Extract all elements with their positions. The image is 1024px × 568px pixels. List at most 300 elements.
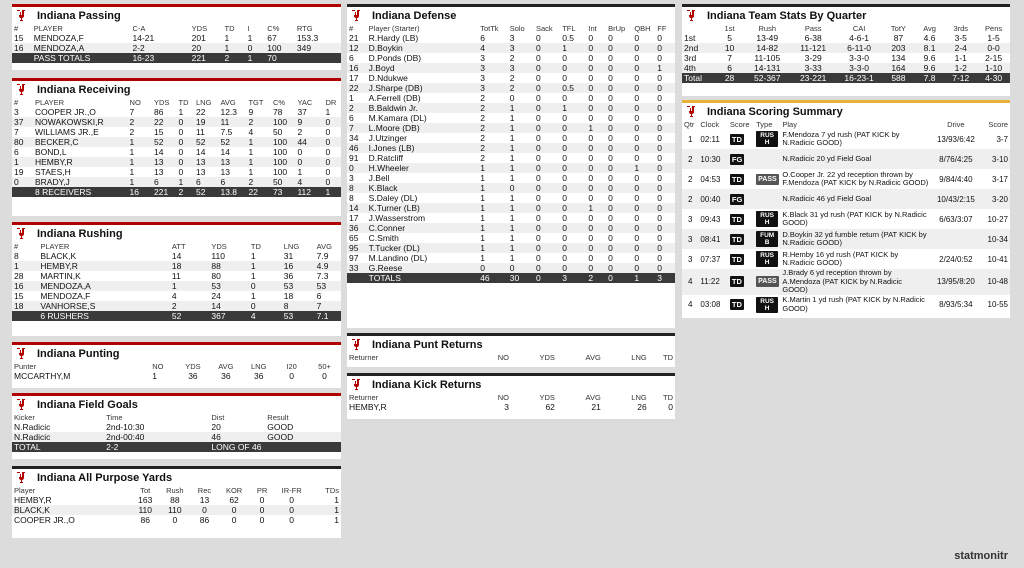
table-cell: 1	[129, 147, 135, 157]
table-cell: 0	[655, 263, 675, 273]
play-type-badge: RUS H	[756, 297, 778, 313]
table-cell: 0	[634, 73, 640, 83]
table-cell: 110	[211, 251, 225, 261]
table-cell: 11-105	[754, 53, 781, 63]
drive-cell: 9/84/4:40	[939, 174, 973, 184]
table-cell: 1	[224, 33, 230, 43]
table-cell: 0	[259, 515, 265, 525]
table-cell: 1-2	[944, 63, 977, 73]
table-cell: 6	[218, 177, 246, 187]
table-cell: 201	[191, 33, 206, 43]
table-cell: 28	[14, 271, 24, 281]
clock-cell: 00:40	[698, 189, 728, 209]
table-cell: 0	[586, 163, 606, 173]
table-row	[12, 422, 341, 432]
table-cell: 1-5	[987, 33, 1000, 43]
table-cell: 88	[209, 261, 248, 271]
table-cell: D.Boykin	[367, 43, 479, 53]
header-row	[12, 98, 341, 107]
table-cell: 2	[480, 133, 485, 143]
column-header: LNG	[195, 98, 212, 107]
table-cell: D.Ratcliff	[368, 153, 403, 163]
table-cell: 0	[632, 123, 655, 133]
table-cell: 0	[275, 505, 308, 515]
column-header: C%	[272, 98, 286, 107]
table-cell: 0	[655, 83, 675, 93]
column-header: Returner	[349, 393, 379, 402]
play-type-badge: RUS H	[756, 131, 778, 147]
table-row	[347, 183, 675, 193]
table-cell	[347, 273, 367, 283]
table-cell: 18	[12, 301, 38, 311]
table-cell: 0	[295, 157, 323, 167]
column-header: YAC	[297, 98, 313, 107]
table-cell: 4	[248, 127, 254, 137]
table-cell: 100	[271, 157, 295, 167]
table-cell: 4	[171, 291, 177, 301]
table-cell: 13	[220, 167, 230, 177]
table-cell: 0	[12, 177, 33, 187]
table-cell: 2	[223, 53, 246, 63]
table-cell: 17	[349, 213, 359, 223]
column-header: TD	[224, 24, 235, 33]
table-cell: 3	[508, 63, 534, 73]
running-score-cell: 3-20	[980, 189, 1010, 209]
table-cell: 0	[606, 273, 632, 283]
column-header: Int	[588, 24, 597, 33]
watermark-logo: statmonitr	[954, 550, 1008, 562]
table-cell: 2	[478, 103, 508, 113]
table-cell: 0	[246, 43, 266, 53]
table-row	[347, 103, 675, 113]
table-cell: 100	[272, 147, 288, 157]
table-cell: 221	[190, 53, 223, 63]
table-cell: 73	[271, 187, 295, 197]
table-cell: 0	[606, 43, 632, 53]
table-cell: 0	[560, 203, 586, 213]
table-cell: 1	[586, 203, 606, 213]
score-badge: TD	[731, 277, 742, 287]
column-header: C%	[267, 24, 280, 33]
table-cell: 9.6	[923, 53, 936, 63]
table-row	[347, 33, 675, 43]
panel-header	[12, 7, 341, 24]
score-badge: TD	[731, 234, 742, 244]
table-cell: 88	[170, 495, 180, 505]
table-cell: MCCARTHY,M	[14, 371, 71, 381]
table-cell: N.Radicic	[12, 432, 104, 442]
table-row	[12, 251, 341, 261]
table-cell: 1	[246, 137, 270, 147]
table-cell: COOPER JR.,O	[14, 515, 75, 525]
table-cell: 0	[172, 515, 178, 525]
running-score-cell: 10-27	[987, 214, 1008, 224]
table-cell: 22	[195, 107, 206, 117]
clock-cell: 10:30	[698, 149, 728, 169]
table-row	[347, 123, 675, 133]
clock-cell: 09:43	[700, 214, 721, 224]
table-cell: 0	[632, 63, 655, 73]
table-cell: 1	[478, 243, 508, 253]
indiana-logo-icon	[16, 227, 28, 240]
table-cell: 0.5	[562, 33, 575, 43]
table-cell: 0	[588, 193, 594, 203]
table-cell: 37	[12, 117, 33, 127]
panel-title: Indiana All Purpose Yards	[37, 471, 173, 484]
table-cell: 0	[634, 193, 640, 203]
table-cell: 52	[170, 311, 209, 321]
table-cell: 4-6-1	[849, 33, 869, 43]
table-cell: 1	[560, 43, 586, 53]
panel-header	[347, 7, 675, 24]
column-header: Score	[988, 120, 1008, 129]
table-cell: J.Boyd	[367, 63, 479, 73]
table-cell: 0	[178, 127, 184, 137]
table-cell: 12	[347, 43, 367, 53]
table-cell: 1	[655, 63, 675, 73]
table-cell: 0	[634, 33, 640, 43]
table-cell: 0	[632, 143, 655, 153]
table-cell: 0	[606, 163, 632, 173]
table-cell: 62	[545, 402, 555, 412]
table-cell: 0	[586, 183, 606, 193]
play-description: K.Black 31 yd rush (PAT KICK by N.Radicic GOOD)	[782, 209, 927, 227]
table-cell: 163	[138, 495, 153, 505]
table-cell: 0	[606, 223, 632, 233]
column-header: PLAYER	[40, 242, 70, 251]
column-header: AVG	[218, 362, 234, 371]
clock-cell: 03:08	[700, 300, 721, 309]
table-cell: 0	[534, 43, 560, 53]
play-type-cell	[754, 249, 780, 269]
table-cell: 14-131	[744, 63, 790, 73]
table-cell: 0	[657, 213, 663, 223]
score-badge: FG	[731, 154, 743, 164]
table-cell: 0	[586, 243, 606, 253]
table-cell: 37	[297, 107, 307, 117]
table-cell: 17	[349, 73, 359, 83]
table-row	[12, 167, 341, 177]
table-row	[12, 33, 341, 43]
panel-header	[347, 376, 675, 393]
table-cell: 1	[509, 133, 515, 143]
defense-panel	[347, 4, 675, 328]
indiana-logo-icon	[16, 9, 28, 22]
table-cell: 7.9	[316, 251, 329, 261]
table-cell: 0	[588, 33, 594, 43]
table-cell: 0	[478, 263, 508, 273]
quarter-cell: 1	[687, 134, 693, 144]
table-cell: 0	[655, 103, 675, 113]
table-row	[347, 253, 675, 263]
table-cell: 0	[535, 173, 541, 183]
receiving-table	[12, 98, 341, 197]
table-cell: 3-33	[790, 63, 836, 73]
table-cell: 4-30	[977, 73, 1010, 83]
table-row	[347, 113, 675, 123]
table-cell: 1	[223, 43, 246, 53]
table-cell: 0	[509, 93, 515, 103]
score-type-cell	[728, 149, 754, 169]
table-row	[12, 432, 341, 442]
table-row	[347, 143, 675, 153]
table-cell: 80	[211, 271, 221, 281]
table-cell: 0	[535, 93, 541, 103]
table-cell: 0	[562, 133, 567, 143]
running-score-cell: 3-17	[991, 174, 1008, 184]
play-type-cell	[754, 295, 780, 315]
table-cell: 0	[289, 495, 294, 505]
totals-row	[12, 311, 341, 321]
column-header: IR-FR	[281, 486, 302, 495]
table-cell: 70	[265, 53, 295, 63]
table-cell: 13	[154, 167, 164, 177]
column-header: Avg	[923, 24, 936, 33]
table-cell: 13	[194, 157, 218, 167]
table-cell: 0	[177, 157, 194, 167]
table-cell: A.Ferrell (DB)	[368, 93, 421, 103]
table-cell: 0	[606, 63, 632, 73]
table-cell: 0	[634, 93, 640, 103]
table-row	[347, 63, 675, 73]
table-cell: 0	[586, 103, 606, 113]
scoring-row	[682, 295, 1010, 315]
table-cell: 19	[194, 117, 218, 127]
table-cell: BLACK,K	[40, 251, 77, 261]
header-row	[12, 362, 341, 371]
table-cell: L.Moore (DB)	[367, 123, 479, 133]
table-cell: 20	[190, 43, 223, 53]
quarter-cell: 3	[687, 254, 693, 264]
table-cell: 0	[323, 117, 341, 127]
table-cell: 8	[282, 301, 315, 311]
panel-header	[12, 345, 341, 362]
table-cell: 62	[229, 495, 239, 505]
table-row	[682, 43, 1010, 53]
table-cell: 0	[534, 123, 560, 133]
table-cell: 7	[347, 123, 367, 133]
table-cell: 4	[249, 311, 282, 321]
table-cell: 0	[562, 173, 567, 183]
column-header: Returner	[349, 353, 379, 362]
table-cell: 7	[727, 53, 732, 63]
table-cell: 1	[480, 193, 485, 203]
table-cell: PASS TOTALS	[32, 53, 131, 63]
table-cell: 18	[170, 261, 209, 271]
column-header: YDS	[211, 242, 227, 251]
panel-title: Indiana Punt Returns	[372, 338, 483, 351]
table-cell: 3	[14, 107, 19, 117]
table-cell: 1	[478, 223, 508, 233]
table-cell: 1	[478, 203, 508, 213]
table-cell: 0	[535, 193, 541, 203]
table-cell	[12, 53, 32, 63]
table-cell: 1	[632, 163, 655, 173]
column-header: TD	[663, 393, 673, 402]
header-row	[12, 24, 341, 33]
table-cell: 0	[562, 113, 567, 123]
table-cell: 0	[657, 93, 663, 103]
table-cell: 7.8	[915, 73, 945, 83]
table-cell: 1	[248, 167, 254, 177]
table-cell: I.Jones (LB)	[367, 143, 479, 153]
table-row	[347, 233, 675, 243]
table-cell: 14	[171, 251, 182, 261]
table-cell: 0	[657, 233, 663, 243]
table-row	[682, 53, 1010, 63]
table-row	[12, 281, 341, 291]
table-cell: 0	[562, 233, 567, 243]
running-score-cell: 3-7	[996, 134, 1008, 144]
table-cell: 1	[509, 193, 515, 203]
table-cell: 0	[634, 213, 640, 223]
quarter-cell: 4	[682, 269, 698, 295]
play-type-cell	[754, 189, 780, 209]
table-cell: 1	[349, 93, 354, 103]
table-cell: 0	[655, 43, 675, 53]
table-cell: C.Smith	[368, 233, 399, 243]
table-cell: 9	[295, 117, 323, 127]
table-cell: 3	[478, 63, 508, 73]
table-cell: 13	[152, 157, 176, 167]
table-row	[12, 505, 341, 515]
play-type-cell	[754, 149, 780, 169]
table-cell: 0	[655, 223, 675, 233]
column-header: ATT	[171, 242, 186, 251]
table-cell: 0	[534, 273, 560, 283]
column-header: Drive	[947, 120, 965, 129]
column-header: CAI	[852, 24, 866, 33]
table-cell: 1	[509, 253, 515, 263]
table-cell: 14	[195, 147, 206, 157]
panel-header	[12, 469, 341, 486]
drive-cell	[931, 229, 980, 249]
team-stats-panel	[682, 4, 1010, 96]
table-cell: 0	[608, 173, 613, 183]
table-cell: 46	[478, 273, 508, 283]
table-cell: S.Daley (DL)	[368, 193, 418, 203]
table-cell: MENDOZA,F	[40, 291, 91, 301]
table-cell: 1	[248, 147, 254, 157]
table-cell: 36	[188, 371, 198, 381]
table-cell: 0	[608, 53, 613, 63]
table-cell: 1	[560, 103, 586, 113]
header-row	[12, 413, 341, 422]
column-header: Type	[756, 120, 773, 129]
table-cell: 221	[152, 187, 176, 197]
table-cell: 0	[608, 213, 613, 223]
table-cell: 13-49	[756, 33, 779, 43]
table-cell: 2	[508, 83, 534, 93]
table-cell: STAES,H	[35, 167, 71, 177]
table-cell: 0	[508, 183, 534, 193]
table-cell: 0	[534, 203, 560, 213]
table-cell: 0	[606, 243, 632, 253]
panel-header	[347, 336, 675, 353]
table-cell: 87	[893, 33, 904, 43]
column-header: Punter	[14, 362, 37, 371]
table-row	[347, 53, 675, 63]
play-description: K.Martin 1 yd rush (PAT KICK by N.Radicic GOOD)	[782, 295, 925, 313]
table-cell: 44	[295, 137, 323, 147]
table-cell: WILLIAMS JR.,E	[35, 127, 99, 137]
column-header: Pass	[804, 24, 822, 33]
table-cell: 0	[632, 83, 655, 93]
table-cell: 0	[608, 253, 613, 263]
table-cell: BOND,L	[35, 147, 67, 157]
table-cell: BECKER,C	[33, 137, 128, 147]
table-cell: 46	[209, 432, 265, 442]
panel-title: Indiana Defense	[372, 9, 457, 22]
table-cell: 0	[655, 183, 675, 193]
column-header: AVG	[585, 353, 601, 362]
table-cell: 2	[478, 123, 508, 133]
table-cell: 8 RECEIVERS	[33, 187, 128, 197]
table-cell: 0	[535, 113, 541, 123]
table-cell: 1	[177, 177, 194, 187]
table-cell: 2	[480, 93, 485, 103]
table-cell: 0	[190, 505, 220, 515]
panel-header	[12, 396, 341, 413]
column-header: Kicker	[14, 413, 35, 422]
panel-title: Indiana Passing	[37, 9, 121, 22]
table-cell: 1	[250, 271, 256, 281]
table-cell: 2	[478, 143, 508, 153]
table-cell: 0	[588, 73, 594, 83]
scoring-row	[682, 149, 1010, 169]
table-cell: 0	[347, 163, 367, 173]
table-row	[347, 73, 675, 83]
table-cell: 203	[882, 43, 915, 53]
table-cell: 367	[209, 311, 248, 321]
header-row	[682, 120, 1010, 129]
table-cell: 0	[586, 143, 606, 153]
play-type-badge: PASS	[758, 278, 777, 286]
table-cell: 3-5	[954, 33, 967, 43]
table-cell: BRADY,J	[33, 177, 128, 187]
running-score-cell: 3-10	[980, 149, 1010, 169]
clock-cell: 07:37	[700, 254, 721, 264]
table-cell: 0	[560, 223, 586, 233]
table-row	[12, 301, 341, 311]
table-cell	[12, 311, 38, 321]
table-cell: 26	[637, 402, 647, 412]
table-cell: 0	[588, 173, 594, 183]
column-header: Player	[14, 486, 36, 495]
table-cell: 1	[509, 233, 515, 243]
table-cell: 2	[129, 127, 135, 137]
table-cell: 0	[668, 402, 673, 412]
table-row	[347, 263, 675, 273]
table-cell: 0	[657, 153, 663, 163]
table-cell: 1	[478, 163, 508, 173]
table-cell: 1	[334, 515, 339, 525]
table-cell: 50	[272, 127, 283, 137]
table-cell: 2	[509, 53, 515, 63]
table-cell: 1	[480, 233, 485, 243]
table-cell: 0	[534, 223, 560, 233]
table-cell: 6	[152, 177, 176, 187]
panel-title: Indiana Rushing	[37, 227, 123, 240]
table-cell: 36	[253, 371, 264, 381]
table-cell: 3	[349, 173, 354, 183]
table-cell: 100	[265, 43, 295, 53]
table-row	[12, 137, 341, 147]
table-cell: GOOD	[265, 432, 341, 442]
table-cell: 1	[178, 107, 184, 117]
table-cell: 1	[508, 203, 534, 213]
field-goals-table	[12, 413, 341, 452]
